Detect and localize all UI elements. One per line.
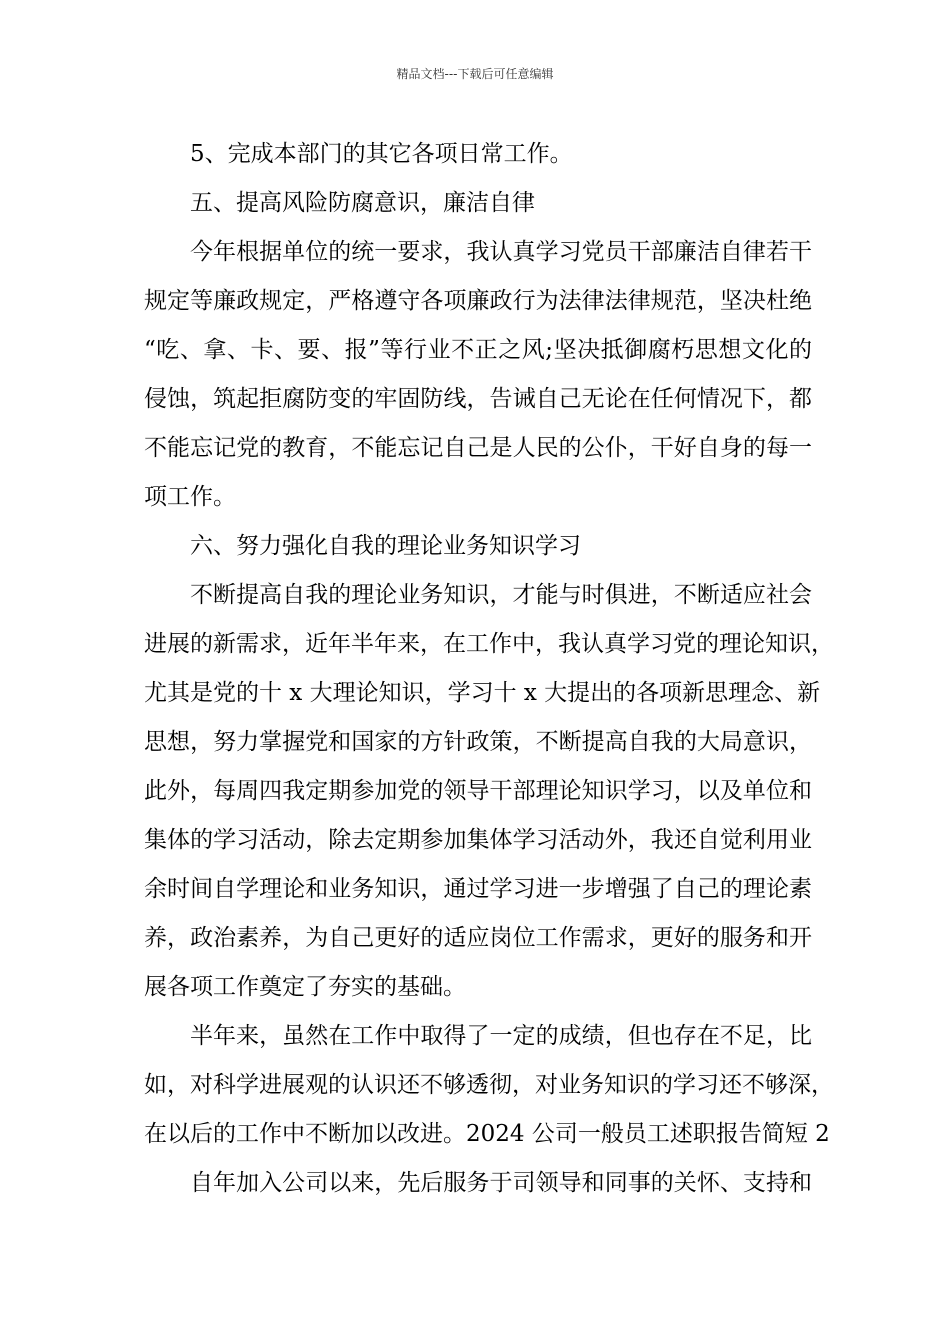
text-line: 此外，每周四我定期参加党的领导干部理论知识学习，以及单位和 — [144, 778, 812, 804]
text-line: 规定等廉政规定，严格遵守各项廉政行为法律法律规范，坚决杜绝 — [144, 288, 812, 314]
text-line: 尤其是党的十 x 大理论知识，学习十 x 大提出的各项新思理念、新 — [144, 680, 821, 706]
text-line: 自年加入公司以来，先后服务于司领导和同事的关怀、支持和 — [190, 1170, 812, 1196]
text-line: 进展的新需求，近年半年来，在工作中，我认真学习党的理论知识， — [144, 631, 834, 657]
text-line: 思想，努力掌握党和国家的方针政策，不断提高自我的大局意识， — [144, 729, 812, 755]
header-note: 精品文档---下载后可任意编辑 — [396, 67, 554, 81]
text-line: 项工作。 — [144, 484, 236, 510]
text-line: 如，对科学进展观的认识还不够透彻，对业务知识的学习还不够深， — [144, 1072, 834, 1098]
text-line: 集体的学习活动，除去定期参加集体学习活动外，我还自觉利用业 — [144, 827, 812, 853]
text-line: 五、提高风险防腐意识，廉洁自律 — [190, 190, 535, 216]
text-line: 展各项工作奠定了夯实的基础。 — [144, 974, 466, 1000]
text-line: 今年根据单位的统一要求，我认真学习党员干部廉洁自律若干 — [190, 239, 812, 265]
text-line: 不能忘记党的教育，不能忘记自己是人民的公仆，干好自身的每一 — [144, 435, 812, 461]
text-line: 半年来，虽然在工作中取得了一定的成绩，但也存在不足，比 — [190, 1023, 812, 1049]
text-line: 养，政治素养，为自己更好的适应岗位工作需求，更好的服务和开 — [144, 925, 812, 951]
text-line: 5、完成本部门的其它各项日常工作。 — [190, 141, 573, 167]
text-line: 余时间自学理论和业务知识，通过学习进一步增强了自己的理论素 — [144, 876, 812, 902]
text-line: 侵蚀，筑起拒腐防变的牢固防线，告诫自己无论在任何情况下，都 — [144, 386, 812, 412]
text-line: “吃、拿、卡、要、报”等行业不正之风;坚决抵御腐朽思想文化的 — [144, 337, 812, 363]
document-body — [144, 130, 834, 1208]
text-line: 六、努力强化自我的理论业务知识学习 — [190, 533, 581, 559]
text-line: 在以后的工作中不断加以改进。2024 公司一般员工述职报告简短 2 — [144, 1121, 830, 1147]
text-line: 不断提高自我的理论业务知识，才能与时俱进，不断适应社会 — [190, 582, 812, 608]
